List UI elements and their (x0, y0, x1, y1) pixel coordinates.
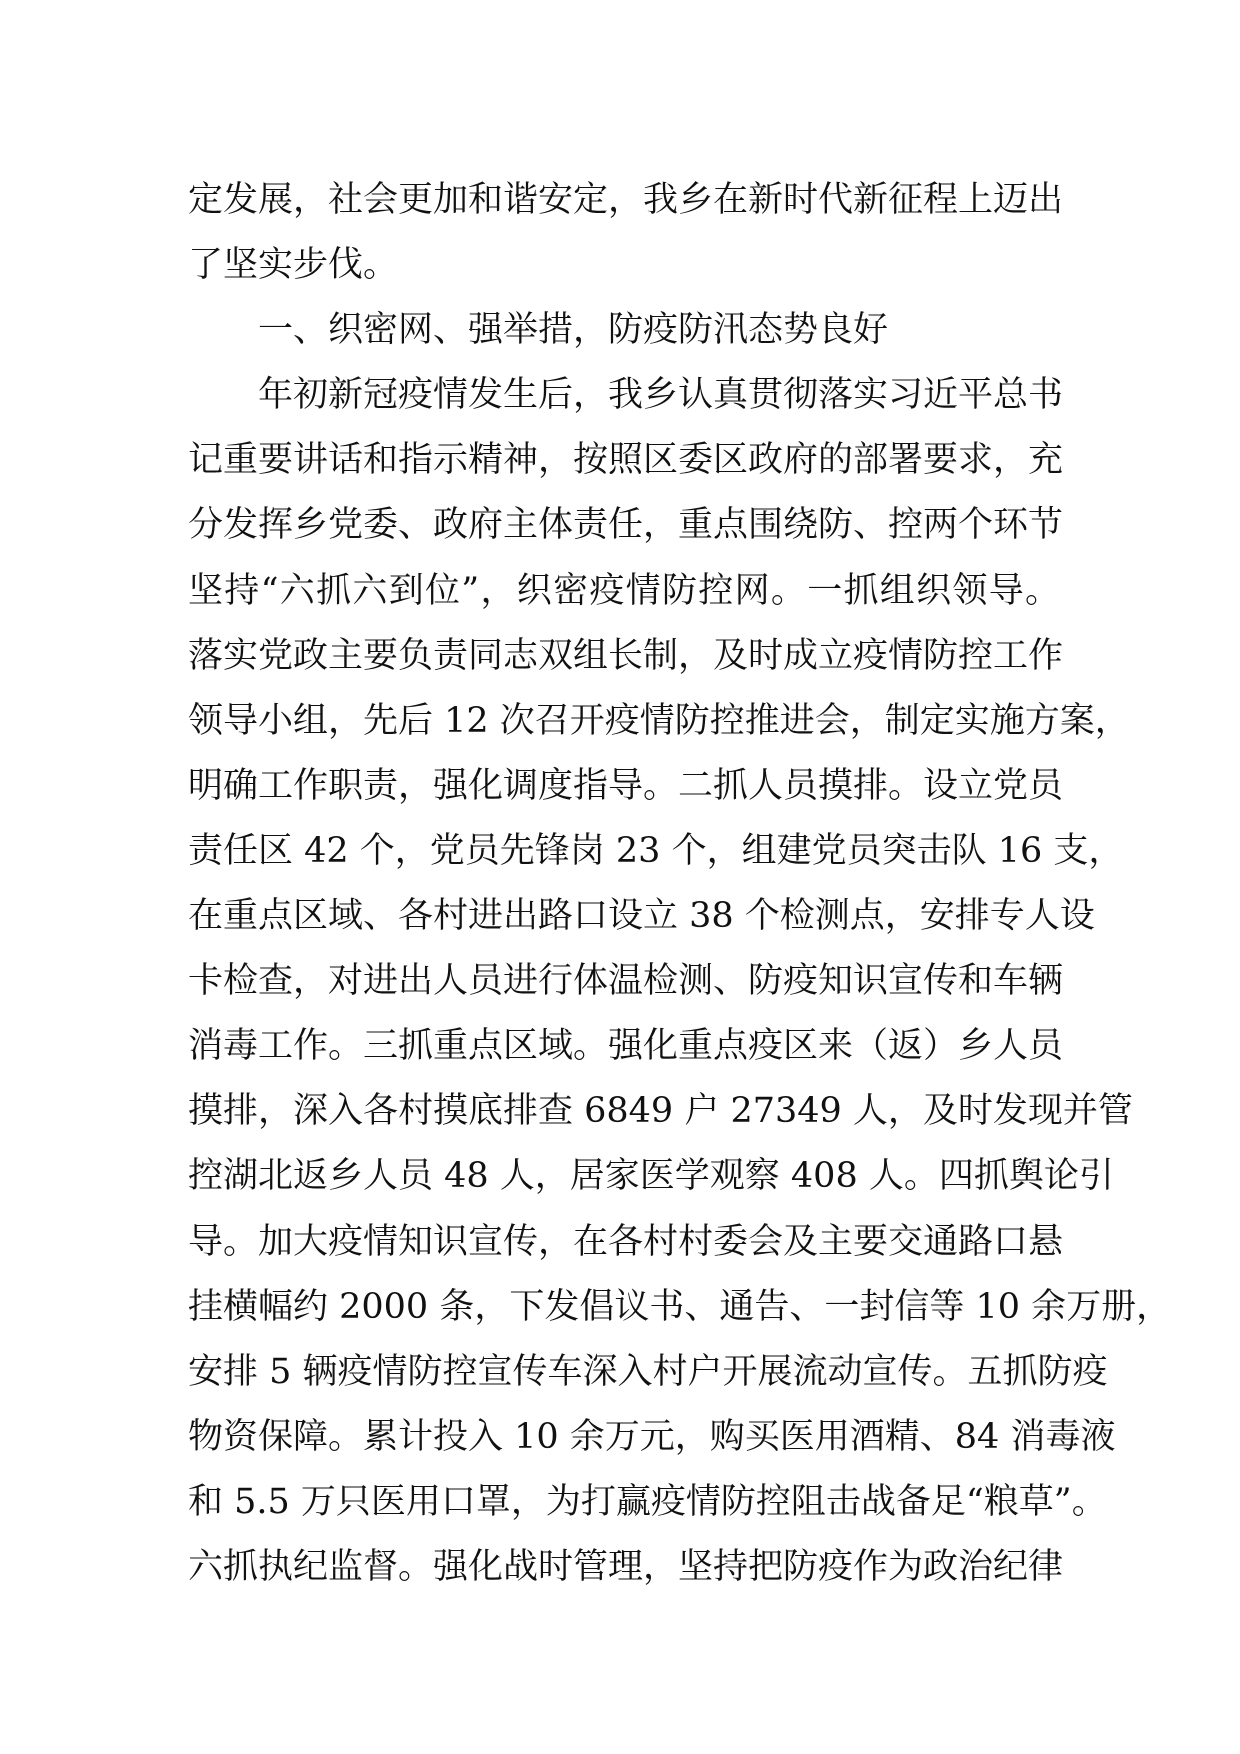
text-line: 安排 5 辆疫情防控宣传车深入村户开展流动宣传。五抓防疫 (188, 1351, 1108, 1392)
text-line: 坚持“六抓六到位”，织密疫情防控网。一抓组织领导。 (188, 570, 1060, 611)
text-line: 了坚实步伐。 (188, 245, 399, 286)
text-line: 和 5.5 万只医用口罩，为打赢疫情防控阻击战备足“粮草”。 (188, 1481, 1107, 1522)
text-line: 在重点区域、各村进出路口设立 38 个检测点，安排专人设 (188, 896, 1095, 937)
text-line: 控湖北返乡人员 48 人，居家医学观察 408 人。四抓舆论引 (188, 1156, 1114, 1197)
text-line: 导。加大疫情知识宣传，在各村村委会及主要交通路口悬 (188, 1221, 1064, 1262)
text-line: 记重要讲话和指示精神，按照区委区政府的部署要求，充 (188, 440, 1064, 481)
text-line: 分发挥乡党委、政府主体责任，重点围绕防、控两个环节 (188, 505, 1064, 546)
text-line: 明确工作职责，强化调度指导。二抓人员摸排。设立党员 (188, 765, 1064, 806)
text-line: 挂横幅约 2000 条，下发倡议书、通告、一封信等 10 余万册， (188, 1286, 1172, 1327)
text-line: 领导小组，先后 12 次召开疫情防控推进会，制定实施方案， (188, 700, 1130, 741)
text-line: 消毒工作。三抓重点区域。强化重点疫区来（返）乡人员 (188, 1026, 1064, 1067)
text-line: 责任区 42 个，党员先锋岗 23 个，组建党员突击队 16 支， (188, 830, 1124, 871)
section-heading: 一、织密网、强举措，防疫防汛态势良好 (258, 310, 889, 351)
text-line: 六抓执纪监督。强化战时管理，坚持把防疫作为政治纪律 (188, 1546, 1064, 1587)
text-line: 定发展，社会更加和谐安定，我乡在新时代新征程上迈出 (188, 180, 1064, 220)
text-line: 年初新冠疫情发生后，我乡认真贯彻落实习近平总书 (258, 375, 1064, 416)
body-text (188, 168, 1172, 1600)
text-line: 卡检查，对进出人员进行体温检测、防疫知识宣传和车辆 (188, 961, 1064, 1002)
text-line: 落实党政主要负责同志双组长制，及时成立疫情防控工作 (188, 635, 1064, 676)
text-line: 物资保障。累计投入 10 余万元，购买医用酒精、84 消毒液 (188, 1416, 1116, 1457)
text-line: 摸排，深入各村摸底排查 6849 户 27349 人，及时发现并管 (188, 1091, 1133, 1132)
